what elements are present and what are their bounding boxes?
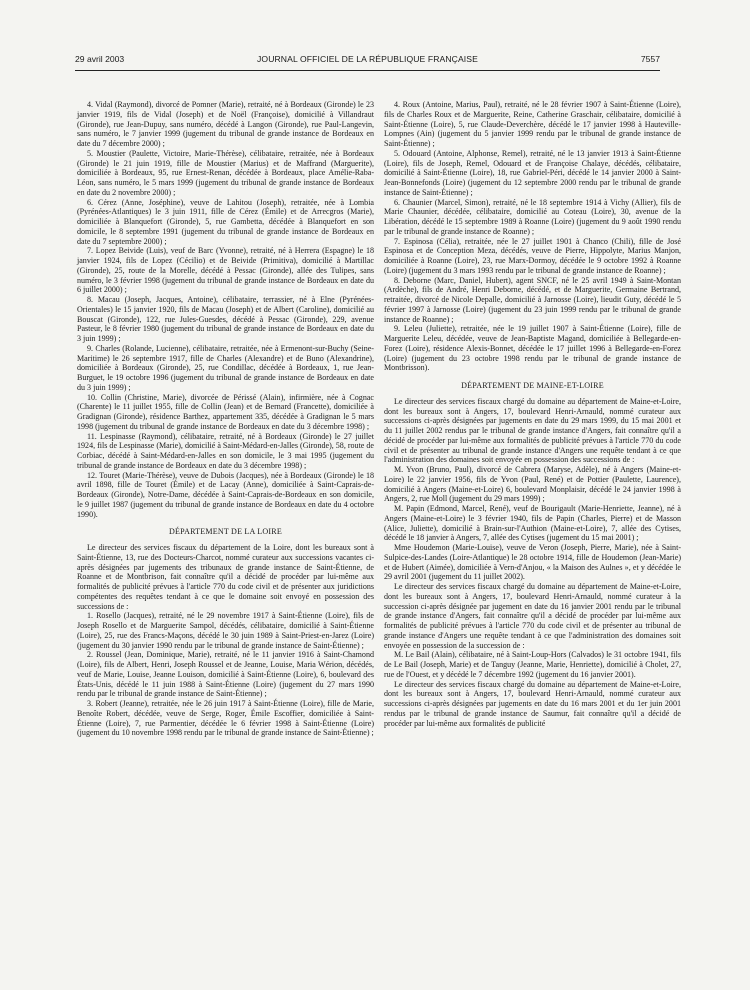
notice-paragraph: 6. Cérez (Anne, Joséphine), veuve de Lahitou (Joseph), retraitée, née à Lombia (Pyrénées-Atlantiques) le 3 juin 1911, fille de Cérez (Émile) et de Arrecgros (Marie), domiciliée à Blanquefort (Gironde), 5, rue Gambetta, décédée à Blanquefort en son domicile, le 8 septembre 1991 (jugement du tribunal de grande instance de Bordeaux en date du 7 septembre 2000) ; [77, 197, 374, 246]
notice-paragraph: M. Papin (Edmond, Marcel, René), veuf de Bourigault (Marie-Henriette, Jeanne), né à Angers (Maine-et-Loire) le 3 février 1940, fils de Papin (Charles, Pierre) et de Masson (Alice, Juliette), domicilié à Brain-sur-l'Authion (Maine-et-Loire), 7, allée des Cytises, décédé le 18 janvier à Angers, 7, allée des Cytises (jugement du 15 mai 2001) ; [384, 504, 681, 543]
page-number: 7557 [640, 54, 660, 64]
notice-paragraph: 2. Roussel (Jean, Dominique, Marie), retraité, né le 11 janvier 1916 à Saint-Chamond (Loire), fils de Albert, Henri, Joseph Roussel et de Jeanne, Louise, Maria Wérion, décédés, veuf de Marie, Louise, Jeanne Louison, domicilié à Saint-Étienne (Loire), 6, boulevard des États-Unis, décédé le 11 juin 1988 à Saint-Étienne (Loire) (jugement du 27 mars 1990 rendu par le tribunal de grande instance de Saint-Étienne) ; [77, 650, 374, 699]
notice-paragraph: 5. Moustier (Paulette, Victoire, Marie-Thérèse), célibataire, retraitée, née à Bordeaux (Gironde) le 21 juin 1919, fille de Moustier (Marius) et de Maffrand (Marguerite), domiciliée à Bordeaux, 95, rue Ernest-Renan, décédée à Bordeaux, place Amélie-Raba-Léon, sans numéro, le 5 mars 1999 (jugement du tribunal de grande instance de Bordeaux en date du 2 novembre 2000) ; [77, 148, 374, 197]
notice-paragraph: Le directeur des services fiscaux chargé du domaine au département de Maine-et-Loire, dont les bureaux sont à Angers, 17, boulevard Henri-Arnauld, nommé curateur à la succession ci-après désignée par jugement en date du 16 janvier 2001 rendu par le tribunal de grande instance d'Angers, fait connaître qu'il a décidé de procéder par lui-même aux formalités de publicité prévues à l'article 770 du code civil et de présenter au tribunal de grande instance d'Angers une requête tendant à ce que l'administration des domaines soit envoyée en possession de la succession de : [384, 582, 681, 650]
notice-paragraph: 4. Roux (Antoine, Marius, Paul), retraité, né le 28 février 1907 à Saint-Étienne (Loire), fils de Charles Roux et de Marguerite, Reine, Catherine Graschair, célibataire, domicilié à Saint-Étienne (Loire), 5, rue Claude-Deverchère, décédé le 17 janvier 1998 à Hauteville-Lompnes (Ain) (jugement du 5 janvier 1999 rendu par le tribunal de grande instance de Saint-Étienne) ; [384, 100, 681, 148]
header-rule [75, 70, 660, 71]
section-heading-maine-et-loire: DÉPARTEMENT DE MAINE-ET-LOIRE [461, 381, 604, 390]
section-heading-loire: DÉPARTEMENT DE LA LOIRE [169, 527, 282, 537]
notice-paragraph: 6. Chaunier (Marcel, Simon), retraité, né le 18 septembre 1914 à Vichy (Allier), fils de Marie Chaunier, décédée, célibataire, domicilié au Coteau (Loire), 30, avenue de la Libération, décédé le 15 septembre 1989 à Roanne (Loire) (jugement du 9 août 1990 rendu par le tribunal de grande instance de Roanne) ; [384, 197, 681, 236]
notice-paragraph: 8. Deborne (Marc, Daniel, Hubert), agent SNCF, né le 25 avril 1949 à Saint-Montan (Ardèche), fils de André, Henri Deborne, décédé, et de Marguerite, Germaine Bertrand, retraitée, divorcé de Nicole Depalle, domicilié à Jarnosse (Loire), lieudit Guty, décédé le 5 février 1997 à Jarnosse (Loire) (jugement du 23 juin 1999 rendu par le tribunal de grande instance de Roanne) ; [384, 275, 681, 324]
notice-paragraph: M. Le Bail (Alain), célibataire, né à Saint-Loup-Hors (Calvados) le 31 octobre 1941, fils de Le Bail (Joseph, Marie) et de Tanguy (Jeanne, Marie, Henriette), domicilié à Cholet, 27, rue de l'Ouest, et y décédé le 7 décembre 1992 (jugement du 16 janvier 2001). [384, 650, 681, 679]
notice-paragraph: 8. Macau (Joseph, Jacques, Antoine), célibataire, terrassier, né à Elne (Pyrénées-Orientales) le 15 janvier 1920, fils de Macau (Joseph) et de Albert (Caroline), domicilié au Bouscat (Gironde), 122, rue Jules-Guesdes, décédé à Pessac (Gironde), 229, avenue Pasteur, le 8 février 1980 (jugement du tribunal de grande instance de Bordeaux en date du 3 juin 1999) ; [77, 295, 374, 343]
notice-paragraph: Le directeur des services fiscaux chargé du domaine au département de Maine-et-Loire, dont les bureaux sont à Angers, 17, boulevard Henri-Arnauld, nommé curateur aux successions ci-après désignées par jugements en date du 16 mars 2001 et du 1er juin 2001 rendus par le tribunal de grande instance de Saumur, fait connaître qu'il a décidé de procéder par lui-même aux formalités de publicité [384, 679, 681, 728]
header-date: 29 avril 2003 [75, 54, 125, 64]
header-title: JOURNAL OFFICIEL DE LA RÉPUBLIQUE FRANÇAISE [257, 54, 478, 64]
notice-paragraph: Mme Houdemon (Marie-Louise), veuve de Veron (Joseph, Pierre, Marie), née à Saint-Sulpice-des-Landes (Loire-Atlantique) le 28 octobre 1914, fille de Houdemon (Jean-Marie) et de Hubert (Aimée), domiciliée à Vern-d'Anjou, « la Maison des Aulnes », et y décédée le 29 avril 2001 (jugement du 11 juillet 2002). [384, 543, 681, 582]
notice-paragraph: 10. Collin (Christine, Marie), divorcée de Périssé (Alain), infirmière, née à Cognac (Charente) le 11 juillet 1955, fille de Collin (Jean) et de Bernard (Francette), domiciliée à Gradignan (Gironde), résidence Barthez, appartement 335, décédée à Gradignan le 5 mars 1998 (jugement du tribunal de grande instance de Bordeaux en date du 3 décembre 1998) ; [77, 392, 374, 431]
page-header [75, 54, 660, 70]
notice-paragraph: 1. Rosello (Jacques), retraité, né le 29 novembre 1917 à Saint-Étienne (Loire), fils de Joseph Rosello et de Marguerite Sampol, décédés, célibataire, domicilié à Saint-Étienne (Loire), 25, rue des Francs-Maçons, décédé le 30 juin 1989 à Saint-Priest-en-Jarez (Loire) (jugement du 30 janvier 1990 rendu par le tribunal de grande instance de Saint-Étienne) ; [77, 611, 374, 650]
notice-paragraph: 3. Robert (Jeanne), retraitée, née le 26 juin 1917 à Saint-Étienne (Loire), fille de Marie, Benoîte Robert, décédée, veuve de Serge, Roger, Émile Escoffier, domiciliée à Saint-Étienne (Loire), 7, rue Parmentier, décédée le 6 février 1998 à Saint-Étienne (Loire) (jugement du 10 novembre 1998 rendu par le tribunal de grande instance de Saint-Étienne) ; [77, 699, 374, 738]
notice-paragraph: 4. Vidal (Raymond), divorcé de Pomner (Marie), retraité, né à Bordeaux (Gironde) le 23 janvier 1919, fils de Vidal (Joseph) et de Noël (Françoise), domicilié à Villandraut (Gironde), rue Jean-Dupuy, sans numéro, décédé à Langon (Gironde), rue Paul-Langevin, sans numéro, le 7 janvier 1999 (jugement du tribunal de grande instance de Bordeaux en date du 7 décembre 2000) ; [77, 100, 374, 148]
notice-paragraph: 5. Odouard (Antoine, Alphonse, Remel), retraité, né le 13 janvier 1913 à Saint-Étienne (Loire), fils de Joseph, Remel, Odouard et de Françoise Chalaye, décédés, célibataire, domicilié à Saint-Étienne (Loire), 18, rue Gabriel-Péri, décédé le 14 janvier 2000 à Saint-Jean-Bonnefonds (Loire) (jugement du 12 septembre 2000 rendu par le tribunal de grande instance de Saint-Étienne) ; [384, 148, 681, 197]
notice-paragraph: 9. Leleu (Juliette), retraitée, née le 19 juillet 1907 à Saint-Étienne (Loire), fille de Marguerite Leleu, décédée, veuve de Jean-Baptiste Magand, domiciliée à Bellegarde-en-Forez (Loire), résidence Alexis-Bonnet, décédée le 17 juillet 1996 à Bellegarde-en-Forez (Loire) (jugement du 23 octobre 1998 rendu par le tribunal de grande instance de Montbrisson). [384, 324, 681, 373]
notice-paragraph: Le directeur des services fiscaux chargé du domaine au département de Maine-et-Loire, dont les bureaux sont à Angers, 17, boulevard Henri-Arnauld, nommé curateur aux successions ci-après désignées par jugements en date du 29 mars 1999, du 15 mai 2001 et du 11 juillet 2002 rendus par le tribunal de grande instance d'Angers, fait connaître qu'il a décidé de procéder par lui-même aux formalités de publicité prévues à l'article 770 du code civil et de présenter au tribunal de grande instance d'Angers une requête tendant à ce que l'administration des domaines soit envoyée en possession des successions de : [384, 396, 681, 465]
notice-paragraph: 9. Charles (Rolande, Lucienne), célibataire, retraitée, née à Ermenont-sur-Buchy (Seine-Maritime) le 26 septembre 1917, fille de Charles (Alexandre) et de Buno (Alexandrine), domiciliée à Bordeaux (Gironde), 25, rue Condillac, décédée à Bordeaux, 1, rue Jean-Burguet, le 19 octobre 1996 (jugement du tribunal de grande instance de Bordeaux en date du 3 juin 1999) ; [77, 343, 374, 392]
notice-paragraph: Le directeur des services fiscaux du département de la Loire, dont les bureaux sont à Saint-Étienne, 13, rue des Docteurs-Charcot, nommé curateur aux successions vacantes ci-après désignées par jugements des tribunaux de grande instance de Saint-Étienne, de Roanne et de Montbrison, fait connaître qu'il a décidé de procéder par lui-même aux formalités de publicité prévues à l'article 770 du code civil et de présenter aux juridictions compétentes des requêtes tendant à ce que le domaine soit envoyé en possession des successions de : [77, 543, 374, 611]
notice-paragraph: 7. Espinosa (Célia), retraitée, née le 27 juillet 1901 à Chanco (Chili), fille de José Espinosa et de Conception Meza, décédés, veuve de Pierre, Hippolyte, Marius Manjon, domiciliée à Roanne (Loire), 23, rue Marx-Dormoy, décédée le 9 octobre 1992 à Roanne (Loire) (jugement du 3 mars 1993 rendu par le tribunal de grande instance de Roanne) ; [384, 236, 681, 275]
notice-paragraph: M. Yvon (Bruno, Paul), divorcé de Cabrera (Maryse, Adèle), né à Angers (Maine-et-Loire) le 22 janvier 1956, fils de Yvon (Paul, René) et de Pottier (Paulette, Laurence), domicilié à Angers (Maine-et-Loire) 6, boulevard Monplaisir, décédé le 24 janvier 1998 à Angers, 2, rue Moll (jugement du 29 mars 1999) ; [384, 465, 681, 504]
notice-paragraph: 11. Lespinasse (Raymond), célibataire, retraité, né à Bordeaux (Gironde) le 27 juillet 1924, fils de Lespinasse (Marie), domicilié à Saint-Médard-en-Jalles (Gironde), 58, route de Corbiac, décédé à Saint-Médard-en-Jalles en son domicile, le 3 mai 1995 (jugement du tribunal de grande instance de Bordeaux en date du 3 décembre 1998) ; [77, 431, 374, 470]
left-column [77, 100, 374, 738]
notice-paragraph: 12. Touret (Marie-Thérèse), veuve de Dubois (Jacques), née à Bordeaux (Gironde) le 18 avril 1898, fille de Touret (Émile) et de Lacay (Anne), domiciliée à Saint-Caprais-de-Bordeaux (Gironde), Notre-Dame, décédée à Saint-Caprais-de-Bordeaux en son domicile, le 9 juillet 1987 (jugement du tribunal de grande instance de Bordeaux en date du 4 octobre 1990). [77, 470, 374, 519]
notice-paragraph: 7. Lopez Beivide (Luis), veuf de Barc (Yvonne), retraité, né à Herrera (Espagne) le 18 janvier 1924, fils de Lopez (Cécilio) et de Beivide (Primitiva), domicilié à Martillac (Gironde), 25, route de la Morelle, décédé à Pessac (Gironde), allée des Tulipes, sans numéro, le 3 février 1998 (jugement du tribunal de grande instance de Bordeaux en date du 6 juillet 2000) ; [77, 246, 374, 295]
right-column [384, 100, 681, 728]
